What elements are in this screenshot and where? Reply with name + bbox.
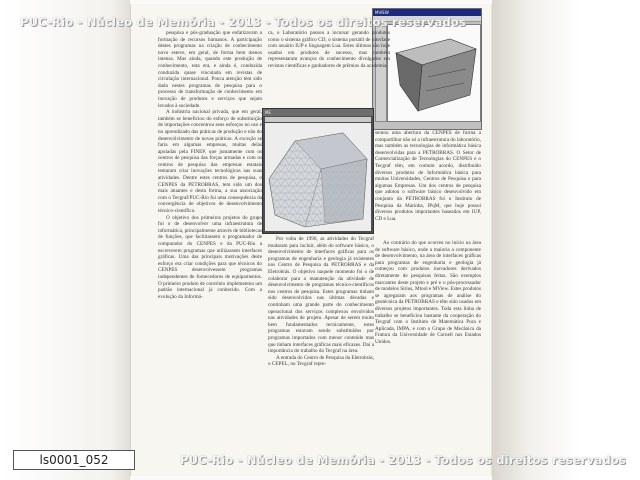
paragraph: ca, o Laboratório passou a incursar gerando produtos como o sistema gráfico CD, o sistema portátil de interface com usuário IUP e linguagem Lua. Estes últimos são hoje usados em produtos de sucesso, mas também representaram avanços do conhecimento divulgados em revistas científicas e ganhadores de prêmios da academia. (268, 30, 390, 69)
document-id-label: ls0001_052 (13, 450, 135, 470)
figure-mesh-view (265, 123, 371, 231)
paragraph: Por volta de 1990, as atividades do Tecgraf mudaram para incluir, além do software básico, o desenvolvimento de interfaces gráficas para os programas de engenharia e geologia já existentes nos Centro de Pesquisa da PETROBRAS e da Eletrobrás. O objetivo naquele momento foi o de colaborar para a manutenção da atividade de desenvolvimento de programas técnico-científicos nos centros de pesquisa. Estes programas tinham sido desenvolvidos nas últimas décadas e continham uma grande parte do conhecimento operacional dos serviços complexos envolvidos nas atividades de projeto. Apesar de serem muito bem fundamentados tecnicamente, estes programas estavam sendo substituídos por programas importados com menor conteúdo mas que tinham interfaces gráficas mais eficazes. Daí a importância do trabalho do Tecgraf na área. (268, 236, 374, 355)
paragraph: A entrada do Centro de Pesquisa da Eletrobrás, o CEPEL, no Tecgraf repre- (268, 354, 374, 368)
left-margin (0, 0, 130, 480)
watermark-bottom: PUC-Rio - Núcleo de Memória - 2013 - Todos os direitos reservados (180, 453, 626, 467)
paragraph: sentou uma abertura da CENPES de forma a compartilhar não só a infraestrutura do laboratório, mas também as tecnologias de informática básica desenvolvidas para a PETROBRAS. O Setor de Comercialização de Tecnologias do CENPES e o Tecgraf têm, em comum acordo, distribuído diversos produtos de Informática básica para muitas Universidades, Centros de Pesquisa e para algumas Empresas. Um dos centros de pesquisa que adotou o software básico desenvolvido em conjunto da PETROBRAS foi o Instituto de Pesquisa da Marinha, IPqM, que hoje possui diversos produtos importantes baseados em IUP, CD e Lua. (375, 130, 481, 222)
text-column-2-bottom (268, 236, 374, 440)
figure-window-title: MVIEW (373, 9, 481, 16)
paragraph: Ao contrário do que ocorreu no início na área de software básico, onde a maioria a componente de desenvolvimento, na área de interfaces gráficas para programas de engenharia e geologia já começou com produtos inovadores derivados diretamente de pesquisas feitas. São exemplos marcantes deste projeto e pré e o pós-processador de modelos Sirius, Mtool e MView. Estes produtos se agregaram aos programas de análise do geotécnica da PETROBRAS e têm sido usados em diversos projetos importantes. Toda esta linha de trabalho se beneficiou bastante da cooperação do Tecgraf com o Instituto de Matemática Pura e Aplicada, IMPA, e com o Grupo de Mecânica da Fratura da Universidade de Cornell nos Estados Unidos. (375, 240, 481, 345)
figure-mesh-toolbar (265, 117, 371, 122)
watermark-top: PUC-Rio - Núcleo de Memória - 2013 - Todos os direitos reservados (20, 15, 466, 29)
paragraph: O objetivo dos primeiros projetos do grupo foi o de desenvolver uma infraestrutura de informática, principalmente através de bibliotecas de funções, que facilitassem o programador de computador do CENPES e da PUC-Rio a escreverem programas que utilizassem interfaces gráficas. Uma das principais motivações deste esforço era criar condições para que técnicos do CENPES desenvolvessem programas independentes de fornecedores de equipamentos. O primeiro produto de convênio implementou um padrão internacional já conhecido. Com a evolução da Informá- (158, 214, 262, 300)
figure-mesh-title: ME (263, 109, 373, 116)
solid-model-drawing (388, 25, 480, 121)
right-margin (492, 0, 640, 480)
mesh-drawing (265, 123, 371, 231)
figure-3d-view (387, 24, 481, 122)
text-column-1 (158, 30, 262, 440)
text-column-3-bottom (375, 240, 481, 440)
paragraph: A indústria nacional privada, que em geral, também se beneficiou do esforço de substituição de importações concentrou seus esforços no uso e no aprendizado das práticas de produção e não do desenvolvimento de novas práticas. A exceção se faria em algumas empresas, muitas delas apoiadas pela FINEP, que juntamente com os centros de pesquisa das forças armadas e com os centros de pesquisa das empresas estatais tentaram criar inovações tecnológicas nas suas atividades. Dentre estes centros de pesquisa, o CENPES da PETROBRAS, tem sido um dos mais atuantes e desta forma, a sua associação com o Tecgraf/PUC-Rio foi uma consequência da convergência de objetivos de desenvolvimento técnico-científico. (158, 109, 262, 215)
text-column-3-top (375, 130, 481, 238)
paragraph: pesquisa e pós-graduação que enfatizavam a formação de recursos humanos. A participação destes programas na criação de conhecimento novo esteve, em geral, de forma bem menos intensa. Mas ainda, quando este produção de conhecimento, esta era, e ainda é, conduzida conduzida quase vinculada em revistas de circulação internacional. Pouca atenção tem sido dada nestes programas de pesquisa para o processo de transformação de conhecimento em inovação de produtos e serviços que sejam levados à sociedade. (158, 30, 262, 109)
figure-mesh-window (262, 108, 374, 234)
text-column-2-top (268, 30, 390, 104)
